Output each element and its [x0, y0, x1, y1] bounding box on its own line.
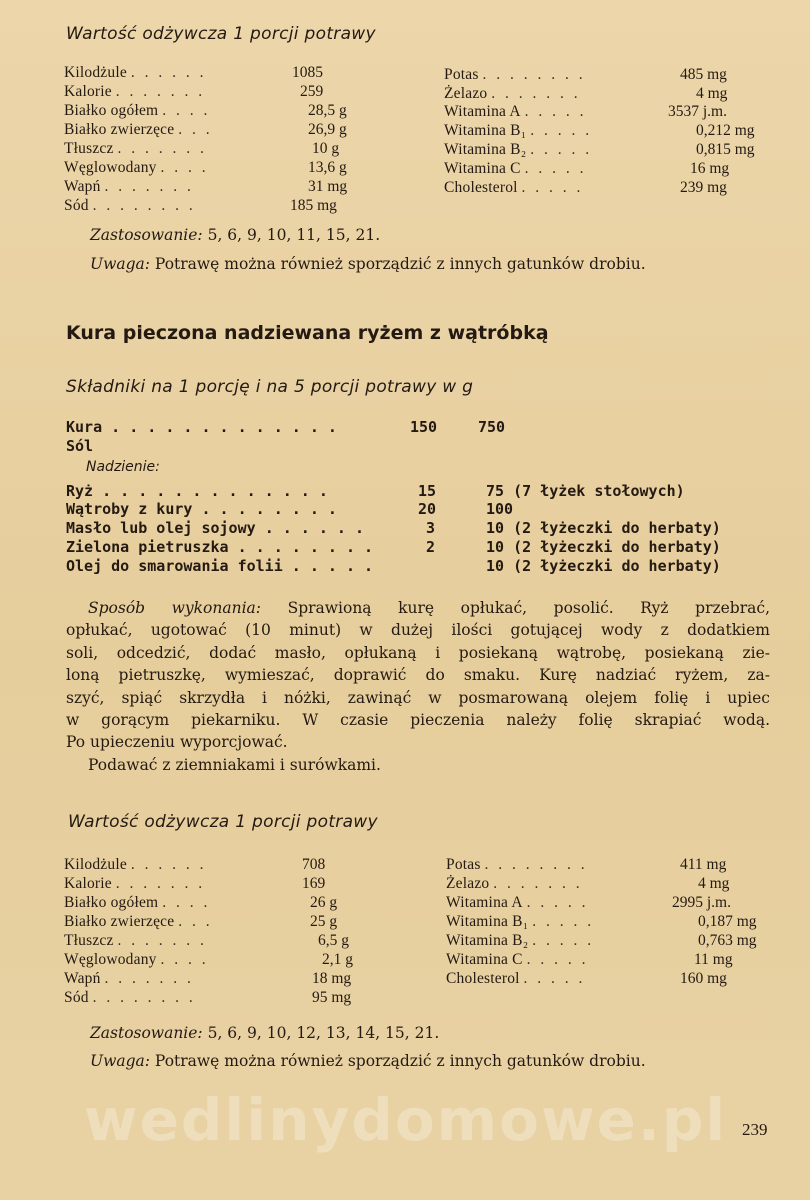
nutrition-value: 169 — [302, 875, 326, 892]
nutrition-value: 2,1 g — [322, 951, 353, 968]
nutrition-value: 0,763 mg — [698, 932, 757, 949]
nutrition-row: Tłuszcz . . . . . . . — [64, 932, 207, 949]
nutrition-row: Żelazo . . . . . . . — [444, 85, 581, 102]
nutrition-value: 95 mg — [312, 989, 352, 1006]
ingredient-qty-1: 2 — [426, 538, 436, 556]
ingredient-row: Sól — [66, 437, 94, 455]
nutrition-row: Białko ogółem . . . . — [64, 894, 211, 911]
nutrition-value: 28,5 g — [308, 102, 347, 119]
nutrition-value: 259 — [300, 83, 324, 100]
nutrition-value: 31 mg — [308, 178, 348, 195]
nutrition-row: Sód . . . . . . . . — [64, 197, 196, 214]
nutrition-value: 1085 — [292, 64, 323, 81]
nutrition-row: Witamina A . . . . . — [446, 894, 589, 911]
nutrition-row: Witamina B₂ . . . . . — [444, 141, 593, 158]
ingredients-title: Składniki na 1 porcję i na 5 porcji potrawy w g — [66, 377, 474, 397]
nutrition-value: 411 mg — [680, 856, 727, 873]
note-2: Uwaga: Potrawę można również sporządzić z innych gatunków drobiu. — [90, 1052, 646, 1070]
ingredient-qty-1: 150 — [410, 418, 438, 436]
nutrition-row: Wapń . . . . . . . — [64, 178, 194, 195]
nutrition-value: 185 mg — [290, 197, 337, 214]
nutrition-row: Białko zwierzęce . . . — [64, 913, 213, 930]
ingredient-qty-5: 10 (2 łyżeczki do herbaty) — [486, 557, 721, 575]
nutrition-value: 26,9 g — [308, 121, 347, 138]
nutrition-row: Kalorie . . . . . . . — [64, 875, 206, 892]
nutrition-row: Żelazo . . . . . . . — [446, 875, 583, 892]
nutrition-row: Witamina A . . . . . — [444, 103, 587, 120]
nutrition-row: Witamina B₁ . . . . . — [446, 913, 595, 930]
nutrition-value: 3537 j.m. — [668, 103, 727, 120]
nutrition-row: Kilodżule . . . . . . — [64, 856, 207, 873]
ingredient-qty-5: 10 (2 łyżeczki do herbaty) — [486, 519, 721, 537]
nutrition-value: 13,6 g — [308, 159, 347, 176]
nutrition-row: Potas . . . . . . . . — [444, 66, 586, 83]
watermark: wedlinydomowe.pl — [84, 1086, 728, 1154]
nutrition-row: Kalorie . . . . . . . — [64, 83, 206, 100]
ingredient-qty-1: 15 — [418, 482, 437, 500]
nutrition-row: Białko ogółem . . . . — [64, 102, 211, 119]
filling-label: Nadzienie: — [86, 459, 160, 475]
nutrition-value: 2995 j.m. — [672, 894, 731, 911]
ingredient-row: Wątroby z kury . . . . . . . . — [66, 500, 337, 518]
note-1: Uwaga: Potrawę można również sporządzić z innych gatunków drobiu. — [90, 255, 646, 273]
nutrition-2-title: Wartość odżywcza 1 porcji potrawy — [68, 812, 378, 832]
ingredient-row: Ryż . . . . . . . . . . . . . — [66, 482, 328, 500]
ingredient-qty-5: 100 — [486, 500, 514, 518]
page-number: 239 — [742, 1120, 768, 1139]
ingredient-qty-1: 3 — [426, 519, 436, 537]
nutrition-value: 6,5 g — [318, 932, 349, 949]
ingredient-qty-5: 750 — [478, 418, 506, 436]
ingredient-qty-5: 75 (7 łyżek stołowych) — [486, 482, 685, 500]
ingredient-qty-1: 20 — [418, 500, 437, 518]
nutrition-row: Tłuszcz . . . . . . . — [64, 140, 207, 157]
recipe-title: Kura pieczona nadziewana ryżem z wątróbką — [66, 322, 549, 344]
nutrition-row: Witamina C . . . . . — [444, 160, 587, 177]
nutrition-row: Białko zwierzęce . . . — [64, 121, 213, 138]
nutrition-value: 26 g — [310, 894, 338, 911]
ingredient-row: Olej do smarowania folii . . . . . — [66, 557, 374, 575]
nutrition-row: Cholesterol . . . . . — [446, 970, 586, 987]
ingredient-row: Kura . . . . . . . . . . . . . — [66, 418, 337, 436]
nutrition-value: 0,212 mg — [696, 122, 755, 139]
nutrition-row: Witamina B₂ . . . . . — [446, 932, 595, 949]
nutrition-value: 4 mg — [696, 85, 728, 102]
nutrition-value: 4 mg — [698, 875, 730, 892]
nutrition-row: Węglowodany . . . . — [64, 159, 209, 176]
nutrition-value: 16 mg — [690, 160, 730, 177]
ingredient-row: Zielona pietruszka . . . . . . . . — [66, 538, 374, 556]
usage-2: Zastosowanie: 5, 6, 9, 10, 12, 13, 14, 15, 21. — [90, 1024, 440, 1042]
nutrition-row: Witamina B₁ . . . . . — [444, 122, 593, 139]
nutrition-row: Wapń . . . . . . . — [64, 970, 194, 987]
nutrition-value: 11 mg — [694, 951, 733, 968]
nutrition-value: 160 mg — [680, 970, 727, 987]
nutrition-value: 10 g — [312, 140, 340, 157]
nutrition-row: Kilodżule . . . . . . — [64, 64, 207, 81]
method-text: Sposób wykonania: Sprawioną kurę opłukać, posolić. Ryż przebrać, opłukać, ugotować (10 minut) w dużej ilości gotującej wody z dodatkiem soli, odcedzić, dodać masło, opłukaną i posiekaną wątrobę, posiekaną zie- loną pietruszkę, wymieszać, doprawić do smaku. Kurę nadziać ryżem, za- szyć, spiąć skrzydła i nóżki, zawinąć w posmarowaną olejem folię i upiec w gorącym piekarniku. W czasie pieczenia należy folię skrapiać wodą. Po upieczeniu wyporcjować. Podawać z ziemniakami i surówkami. — [66, 599, 770, 774]
nutrition-value: 25 g — [310, 913, 338, 930]
nutrition-value: 0,187 mg — [698, 913, 757, 930]
nutrition-value: 0,815 mg — [696, 141, 755, 158]
usage-1: Zastosowanie: 5, 6, 9, 10, 11, 15, 21. — [90, 226, 381, 244]
nutrition-row: Sód . . . . . . . . — [64, 989, 196, 1006]
ingredient-row: Masło lub olej sojowy . . . . . . — [66, 519, 365, 537]
nutrition-row: Potas . . . . . . . . — [446, 856, 588, 873]
nutrition-value: 708 — [302, 856, 326, 873]
nutrition-value: 18 mg — [312, 970, 352, 987]
nutrition-1-title: Wartość odżywcza 1 porcji potrawy — [66, 24, 376, 44]
nutrition-value: 485 mg — [680, 66, 727, 83]
ingredient-qty-5: 10 (2 łyżeczki do herbaty) — [486, 538, 721, 556]
nutrition-value: 239 mg — [680, 179, 727, 196]
nutrition-row: Cholesterol . . . . . — [444, 179, 584, 196]
nutrition-row: Węglowodany . . . . — [64, 951, 209, 968]
nutrition-row: Witamina C . . . . . — [446, 951, 589, 968]
